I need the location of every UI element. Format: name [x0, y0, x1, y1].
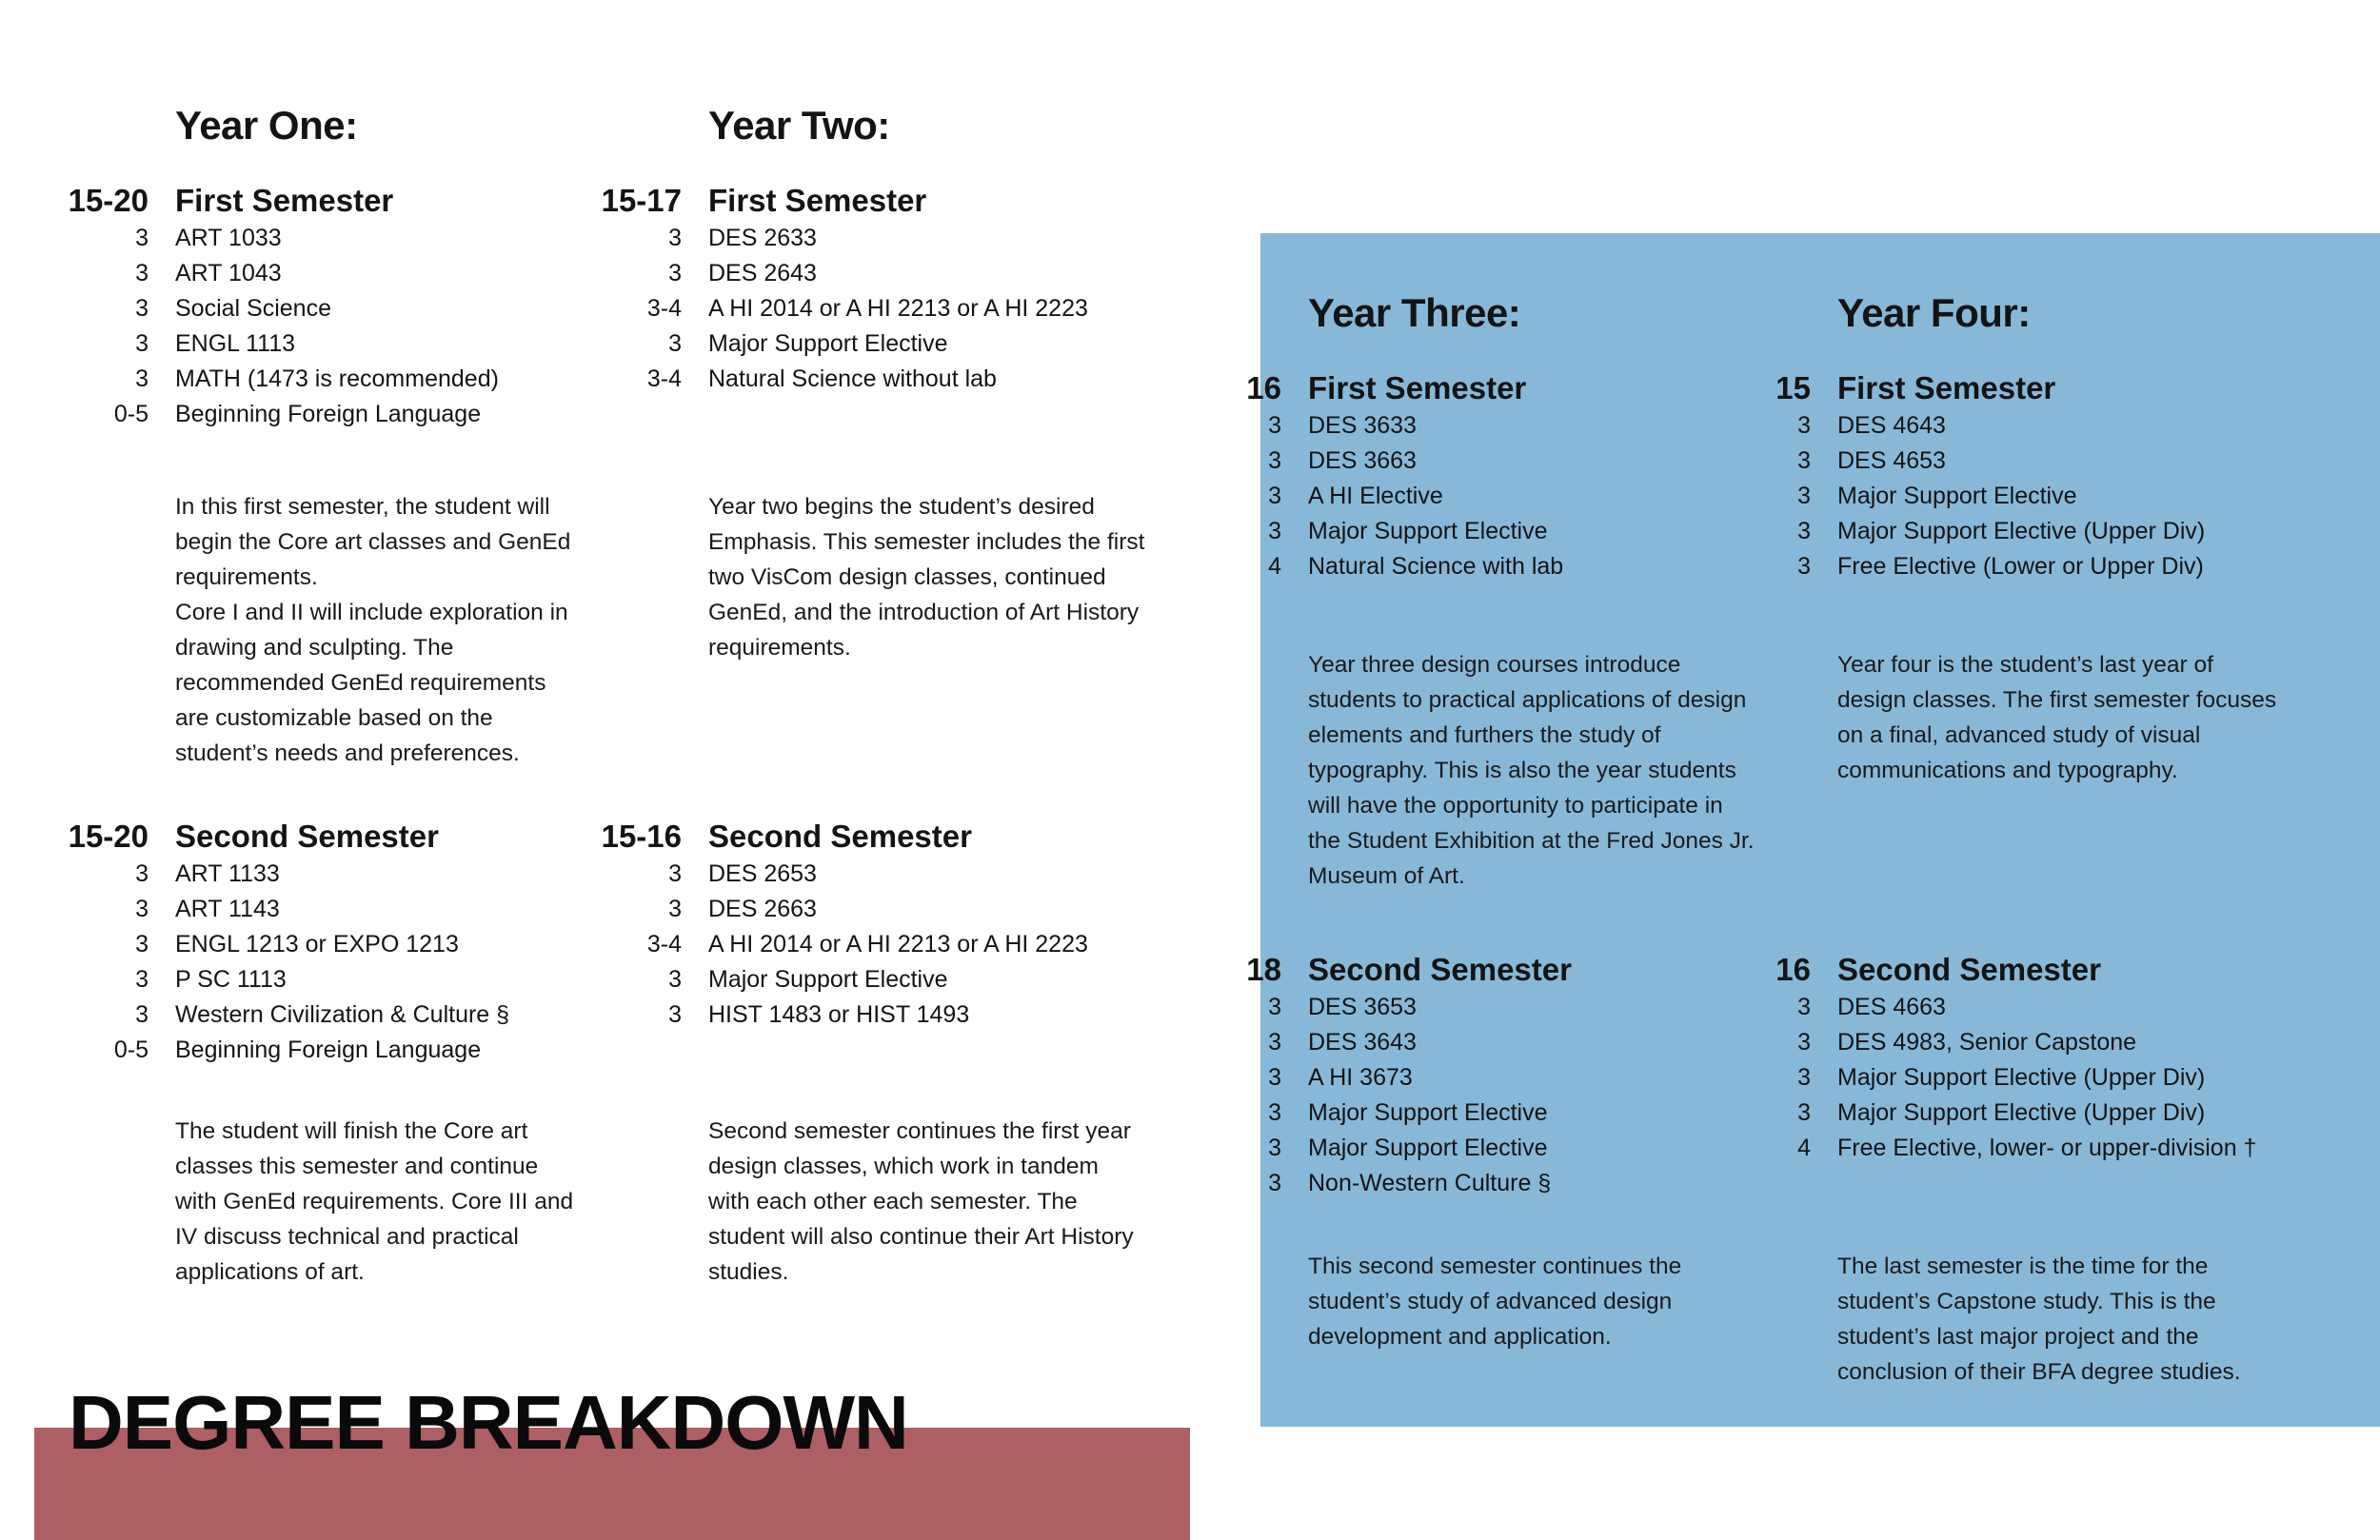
course-row	[1731, 445, 2302, 481]
course-name: A HI 2014 or A HI 2213 or A HI 2223	[708, 295, 1088, 322]
course-credits: 3	[1797, 553, 1811, 580]
course-row	[602, 223, 1173, 258]
course-row	[69, 223, 640, 258]
semester-description: Year three design courses introduce students to practical applications of design elements and furthers the study of typography. This is also the year students will have the opportunity to participate in the Student Exhibition at the Fred Jones Jr. Museum of Art.	[1308, 652, 1755, 889]
semester-credits: 16	[1775, 952, 1811, 987]
course-credits: 3	[1268, 447, 1281, 474]
course-list	[1201, 410, 1773, 586]
course-name: Natural Science with lab	[1308, 553, 1564, 580]
course-name: Major Support Elective (Upper Div)	[1837, 1099, 2206, 1126]
course-row	[1201, 1133, 1773, 1168]
course-credits: 3	[1797, 483, 1811, 509]
course-name: Beginning Foreign Language	[175, 1037, 482, 1063]
course-name: DES 4653	[1837, 447, 1946, 474]
course-name: DES 4663	[1837, 994, 1946, 1020]
course-credits: 3	[668, 860, 682, 887]
course-name: DES 2643	[708, 260, 817, 286]
course-name: DES 4983, Senior Capstone	[1837, 1029, 2137, 1056]
course-credits: 3	[1268, 412, 1281, 439]
course-name: Beginning Foreign Language	[175, 401, 482, 427]
semester-title: Second Semester	[1308, 952, 1572, 987]
course-row	[1201, 516, 1773, 551]
course-credits: 3	[1797, 994, 1811, 1020]
course-row	[1731, 516, 2302, 551]
course-credits: 3	[1797, 447, 1811, 474]
semester-credits: 15-16	[601, 819, 682, 854]
course-row	[602, 859, 1173, 894]
course-credits: 3	[1797, 412, 1811, 439]
course-credits: 3	[1268, 994, 1281, 1020]
semester-title: First Semester	[708, 183, 927, 218]
course-credits: 3	[135, 931, 149, 958]
course-row	[602, 293, 1173, 328]
course-credits: 4	[1797, 1135, 1811, 1161]
course-row	[602, 964, 1173, 999]
course-list	[1731, 410, 2302, 586]
course-name: A HI 3673	[1308, 1064, 1413, 1091]
course-name: ENGL 1113	[175, 330, 296, 357]
course-row	[69, 1035, 640, 1070]
course-credits: 3	[1797, 1099, 1811, 1126]
course-row	[602, 999, 1173, 1035]
course-credits: 3	[668, 330, 682, 357]
semester-title: First Semester	[175, 183, 394, 218]
course-credits: 3	[1268, 1064, 1281, 1091]
course-name: Non-Western Culture §	[1308, 1170, 1552, 1196]
semester-description: The student will finish the Core art classes this semester and continue with GenEd requirements. Core III and IV discuss technical and practical applications of art.	[175, 1118, 574, 1285]
course-list	[1201, 992, 1773, 1203]
course-credits: 3	[668, 260, 682, 286]
course-credits: 3	[135, 260, 149, 286]
semester-credits: 18	[1246, 952, 1281, 987]
course-list	[1731, 992, 2302, 1168]
course-credits: 3	[1268, 483, 1281, 509]
course-row	[69, 328, 640, 364]
semester-credits: 15	[1775, 370, 1811, 405]
course-name: DES 2663	[708, 896, 817, 922]
course-credits: 3-4	[646, 365, 682, 392]
course-row	[1201, 551, 1773, 586]
course-credits: 3	[1797, 1064, 1811, 1091]
course-row	[1731, 1062, 2302, 1097]
course-row	[1201, 445, 1773, 481]
course-name: P SC 1113	[175, 966, 287, 993]
course-credits: 3	[1268, 1029, 1281, 1056]
semester-credits: 15-20	[68, 819, 149, 854]
course-row	[1731, 1027, 2302, 1062]
course-credits: 3-4	[646, 295, 682, 322]
year-title: Year Two:	[708, 103, 890, 148]
course-row	[69, 258, 640, 293]
semester-title: First Semester	[1308, 370, 1527, 405]
course-list	[602, 859, 1173, 1035]
course-name: Major Support Elective (Upper Div)	[1837, 518, 2206, 544]
course-row	[1731, 551, 2302, 586]
course-name: DES 3643	[1308, 1029, 1417, 1056]
course-name: DES 4643	[1837, 412, 1946, 439]
course-credits: 4	[1268, 553, 1281, 580]
course-list	[69, 223, 640, 434]
course-row	[602, 929, 1173, 964]
semester-description: Second semester continues the first year design classes, which work in tandem with each other each semester. The student will also continue their Art History studies.	[708, 1118, 1134, 1285]
course-credits: 3	[135, 365, 149, 392]
course-name: MATH (1473 is recommended)	[175, 365, 499, 392]
course-row	[602, 364, 1173, 399]
course-name: ART 1043	[175, 260, 282, 286]
course-credits: 3	[1797, 518, 1811, 544]
course-row	[1201, 1097, 1773, 1133]
course-row	[69, 293, 640, 328]
course-credits: 3	[668, 966, 682, 993]
course-name: Major Support Elective	[1308, 518, 1548, 544]
course-name: Western Civilization & Culture §	[175, 1001, 510, 1028]
course-name: Major Support Elective	[708, 330, 948, 357]
course-name: ART 1133	[175, 860, 280, 887]
course-row	[1201, 1168, 1773, 1203]
course-name: DES 3633	[1308, 412, 1417, 439]
course-row	[1731, 1133, 2302, 1168]
course-credits: 0-5	[113, 1037, 149, 1063]
course-name: Major Support Elective	[1837, 483, 2077, 509]
course-credits: 3	[1268, 1099, 1281, 1126]
course-name: ART 1143	[175, 896, 280, 922]
course-list	[602, 223, 1173, 399]
semester-credits: 15-17	[601, 183, 682, 218]
course-row	[1201, 410, 1773, 445]
semester-description: In this first semester, the student will begin the Core art classes and GenEd requirements. Core I and II will include exploration in drawing and sculpting. The recommended GenEd requirements are customizable based on the student’s needs and preferences.	[175, 494, 571, 766]
course-credits: 3	[135, 330, 149, 357]
course-row	[1201, 1062, 1773, 1097]
course-credits: 3	[668, 896, 682, 922]
course-name: A HI Elective	[1308, 483, 1443, 509]
course-name: ENGL 1213 or EXPO 1213	[175, 931, 459, 958]
semester-description: Year two begins the student’s desired Emphasis. This semester includes the first two VisCom design classes, continued GenEd, and the introduction of Art History requirements.	[708, 494, 1145, 661]
course-name: Social Science	[175, 295, 331, 322]
semester-description: Year four is the student’s last year of design classes. The first semester focuses on a final, advanced study of visual communications and typography.	[1837, 652, 2277, 783]
course-name: Free Elective (Lower or Upper Div)	[1837, 553, 2204, 580]
course-row	[602, 894, 1173, 929]
course-row	[69, 859, 640, 894]
course-name: Major Support Elective	[708, 966, 948, 993]
year-title: Year Three:	[1308, 290, 1521, 335]
course-credits: 3	[668, 1001, 682, 1028]
course-row	[1731, 1097, 2302, 1133]
year-title: Year Four:	[1837, 290, 2031, 335]
course-credits: 3	[135, 966, 149, 993]
course-name: DES 2653	[708, 860, 817, 887]
course-name: DES 2633	[708, 225, 817, 251]
year-title: Year One:	[175, 103, 358, 148]
course-credits: 3	[135, 225, 149, 251]
course-credits: 0-5	[113, 401, 149, 427]
course-row	[1201, 992, 1773, 1027]
course-row	[69, 999, 640, 1035]
course-credits: 3	[135, 896, 149, 922]
semester-description: This second semester continues the student’s study of advanced design development and application.	[1308, 1254, 1682, 1350]
course-name: HIST 1483 or HIST 1493	[708, 1001, 970, 1028]
course-credits: 3	[1268, 1170, 1281, 1196]
course-row	[69, 964, 640, 999]
course-name: DES 3663	[1308, 447, 1417, 474]
course-row	[602, 328, 1173, 364]
course-credits: 3-4	[646, 931, 682, 958]
course-row	[69, 894, 640, 929]
semester-credits: 16	[1246, 370, 1281, 405]
course-row	[69, 399, 640, 434]
course-credits: 3	[135, 295, 149, 322]
course-credits: 3	[135, 1001, 149, 1028]
semester-title: Second Semester	[175, 819, 439, 854]
course-name: Free Elective, lower- or upper-division †	[1837, 1135, 2257, 1161]
page-title: DEGREE BREAKDOWN	[69, 1380, 908, 1465]
semester-title: Second Semester	[708, 819, 972, 854]
course-credits: 3	[135, 860, 149, 887]
course-row	[1731, 481, 2302, 516]
course-row	[69, 929, 640, 964]
semester-description: The last semester is the time for the student’s Capstone study. This is the student’s last major project and the conclusion of their BFA degree studies.	[1837, 1254, 2241, 1385]
course-row	[602, 258, 1173, 293]
course-row	[1201, 1027, 1773, 1062]
semester-title: First Semester	[1837, 370, 2056, 405]
course-name: DES 3653	[1308, 994, 1417, 1020]
course-name: ART 1033	[175, 225, 282, 251]
course-credits: 3	[1268, 518, 1281, 544]
course-list	[69, 859, 640, 1070]
course-name: Major Support Elective (Upper Div)	[1837, 1064, 2206, 1091]
course-credits: 3	[1797, 1029, 1811, 1056]
semester-credits: 15-20	[68, 183, 149, 218]
course-row	[69, 364, 640, 399]
course-row	[1731, 410, 2302, 445]
course-credits: 3	[668, 225, 682, 251]
course-name: Major Support Elective	[1308, 1135, 1548, 1161]
course-credits: 3	[1268, 1135, 1281, 1161]
course-row	[1731, 992, 2302, 1027]
course-name: Major Support Elective	[1308, 1099, 1548, 1126]
semester-title: Second Semester	[1837, 952, 2101, 987]
course-name: Natural Science without lab	[708, 365, 997, 392]
course-row	[1201, 481, 1773, 516]
course-name: A HI 2014 or A HI 2213 or A HI 2223	[708, 931, 1088, 958]
